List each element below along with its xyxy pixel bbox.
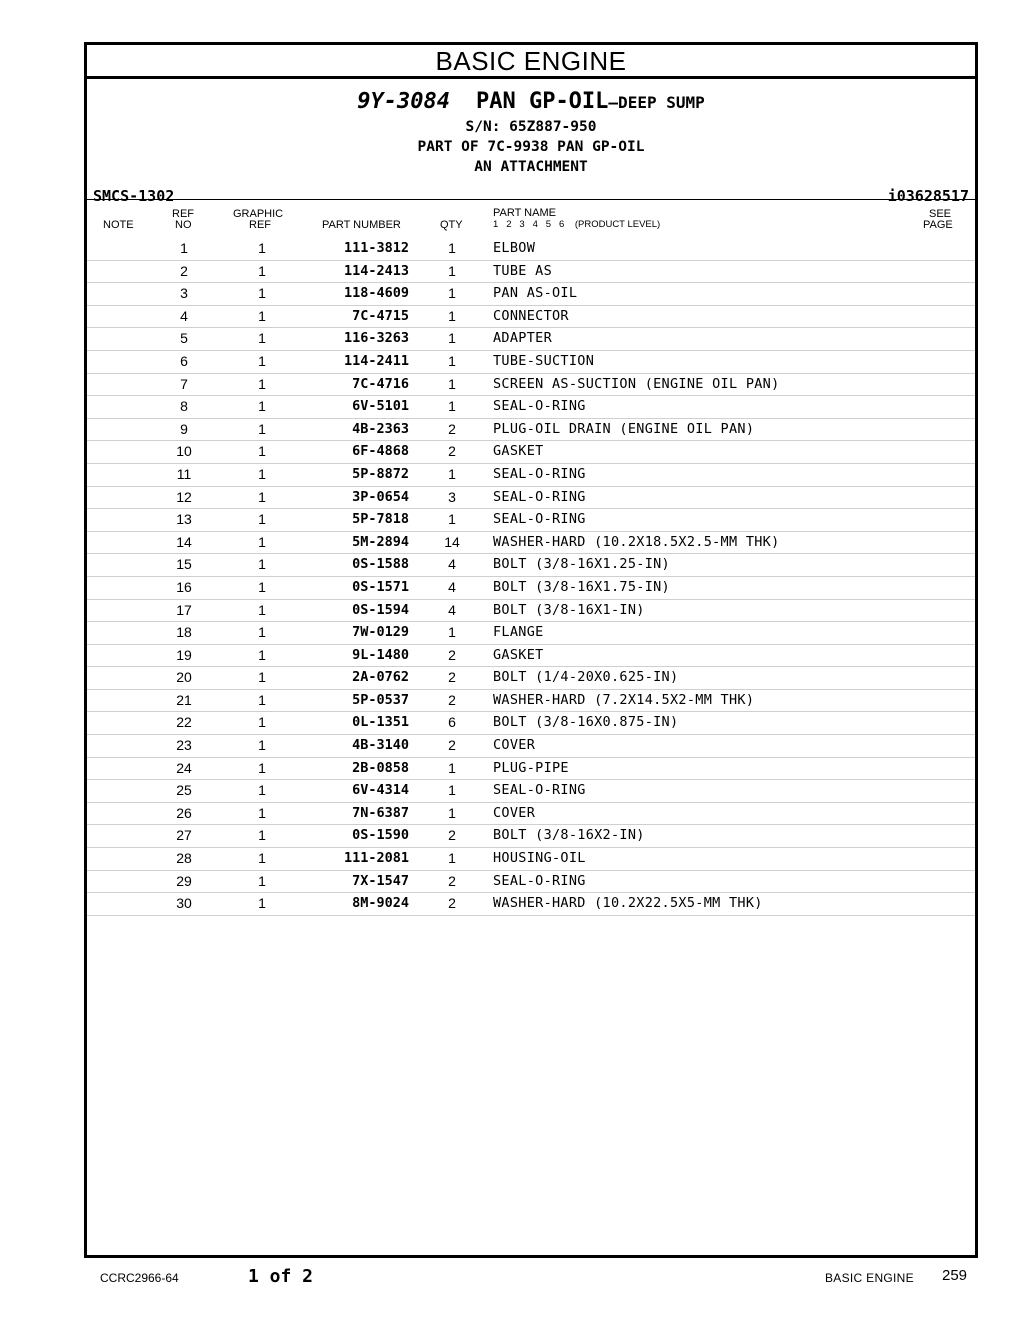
table-row	[87, 261, 975, 284]
col-part-number: PART NUMBER	[322, 219, 401, 231]
table-row	[87, 532, 975, 555]
ref-no: 28	[176, 850, 192, 867]
ref-no: 20	[176, 669, 192, 686]
column-headers	[87, 199, 975, 238]
part-name: PAN AS-OIL	[493, 285, 578, 302]
ref-no: 21	[176, 691, 192, 708]
table-row	[87, 622, 975, 645]
part-number: 0S-1594	[352, 601, 409, 618]
part-number: 7W-0129	[352, 624, 409, 641]
ref-no: 13	[176, 511, 192, 528]
graphic-ref: 1	[258, 262, 266, 279]
table-row	[87, 283, 975, 306]
graphic-ref: 1	[258, 285, 266, 302]
ref-no: 30	[176, 895, 192, 912]
group-part-name-suffix: —DEEP SUMP	[608, 93, 705, 112]
graphic-ref: 1	[258, 533, 266, 550]
graphic-ref: 1	[258, 330, 266, 347]
graphic-ref: 1	[258, 624, 266, 641]
quantity: 1	[448, 398, 456, 415]
quantity: 1	[448, 759, 456, 776]
part-name: PLUG-PIPE	[493, 759, 569, 776]
ref-no: 19	[176, 646, 192, 663]
ref-no: 15	[176, 556, 192, 573]
part-number: 6F-4868	[352, 443, 409, 460]
ref-no: 29	[176, 872, 192, 889]
ref-no: 7	[180, 375, 188, 392]
part-number: 111-2081	[343, 850, 409, 867]
quantity: 2	[448, 827, 456, 844]
table-row	[87, 735, 975, 758]
part-name: SEAL-O-RING	[493, 511, 586, 528]
table-row	[87, 328, 975, 351]
part-name: TUBE AS	[493, 262, 552, 279]
quantity: 1	[448, 375, 456, 392]
part-name: SEAL-O-RING	[493, 488, 586, 505]
graphic-ref: 1	[258, 691, 266, 708]
table-row	[87, 758, 975, 781]
part-number: 6V-5101	[352, 398, 409, 415]
part-name: GASKET	[493, 443, 544, 460]
illustration-id: i03628517	[887, 187, 969, 205]
part-number: 3P-0654	[352, 488, 409, 505]
parts-page-frame	[84, 42, 978, 1258]
ref-no: 6	[180, 352, 188, 369]
table-row	[87, 690, 975, 713]
part-name: COVER	[493, 737, 536, 754]
ref-no: 22	[176, 714, 192, 731]
ref-no: 11	[176, 465, 192, 482]
graphic-ref: 1	[258, 759, 266, 776]
graphic-ref: 1	[258, 895, 266, 912]
ref-no: 27	[176, 827, 192, 844]
part-number: 114-2413	[343, 262, 409, 279]
table-row	[87, 803, 975, 826]
part-name: BOLT (3/8-16X0.875-IN)	[493, 714, 679, 731]
attachment-line: AN ATTACHMENT	[474, 159, 588, 175]
table-row	[87, 374, 975, 397]
part-number: 111-3812	[343, 240, 409, 256]
part-number: 7C-4715	[352, 307, 409, 324]
table-row	[87, 396, 975, 419]
part-number: 114-2411	[343, 352, 409, 369]
quantity: 1	[448, 465, 456, 482]
table-row	[87, 577, 975, 600]
part-number: 4B-2363	[352, 420, 409, 437]
ref-no: 3	[180, 285, 188, 302]
ref-no: 9	[180, 420, 188, 437]
graphic-ref: 1	[258, 578, 266, 595]
graphic-ref: 1	[258, 307, 266, 324]
graphic-ref: 1	[258, 398, 266, 415]
ref-no: 2	[180, 262, 188, 279]
quantity: 2	[448, 737, 456, 754]
ref-no: 1	[180, 240, 188, 256]
part-number: 9L-1480	[352, 646, 409, 663]
quantity: 1	[448, 804, 456, 821]
smcs-code: SMCS-1302	[93, 187, 175, 205]
graphic-ref: 1	[258, 511, 266, 528]
graphic-ref: 1	[258, 850, 266, 867]
table-row	[87, 306, 975, 329]
quantity: 1	[448, 262, 456, 279]
part-number: 116-3263	[343, 330, 409, 347]
part-name: WASHER-HARD (10.2X18.5X2.5-MM THK)	[493, 533, 780, 550]
graphic-ref: 1	[258, 443, 266, 460]
graphic-ref: 1	[258, 488, 266, 505]
footer-section: BASIC ENGINE	[825, 1271, 914, 1285]
quantity: 2	[448, 420, 456, 437]
part-number: 4B-3140	[352, 737, 409, 754]
graphic-ref: 1	[258, 420, 266, 437]
group-part-name: PAN GP-OIL	[475, 89, 609, 114]
part-number: 0S-1571	[352, 578, 409, 595]
quantity: 2	[448, 646, 456, 663]
table-row	[87, 554, 975, 577]
col-ref-top: REF	[172, 208, 194, 220]
graphic-ref: 1	[258, 714, 266, 731]
table-row	[87, 848, 975, 871]
part-name: SEAL-O-RING	[493, 398, 586, 415]
part-number: 7C-4716	[352, 375, 409, 392]
quantity: 4	[448, 556, 456, 573]
table-row	[87, 419, 975, 442]
table-row	[87, 712, 975, 735]
graphic-ref: 1	[258, 646, 266, 663]
col-ref-bottom: NO	[175, 219, 192, 231]
quantity: 6	[448, 714, 456, 731]
part-name: CONNECTOR	[493, 307, 569, 324]
quantity: 2	[448, 443, 456, 460]
table-row	[87, 351, 975, 374]
graphic-ref: 1	[258, 601, 266, 618]
ref-no: 16	[176, 578, 192, 595]
ref-no: 26	[176, 804, 192, 821]
quantity: 4	[448, 578, 456, 595]
table-row	[87, 238, 975, 261]
parts-list	[87, 238, 975, 916]
table-row	[87, 441, 975, 464]
part-number: 7X-1547	[352, 872, 409, 889]
table-row	[87, 509, 975, 532]
graphic-ref: 1	[258, 827, 266, 844]
col-see-top: SEE	[929, 208, 952, 220]
footer-page-of: 1 of 2	[248, 1266, 314, 1287]
graphic-ref: 1	[258, 465, 266, 482]
part-name: ADAPTER	[493, 330, 552, 347]
col-note: NOTE	[103, 219, 134, 231]
part-number: 5P-8872	[352, 465, 409, 482]
col-graphic-top: GRAPHIC	[233, 208, 284, 220]
quantity: 1	[448, 330, 456, 347]
graphic-ref: 1	[258, 556, 266, 573]
part-name: FLANGE	[493, 624, 544, 641]
ref-no: 23	[176, 737, 192, 754]
group-title	[87, 89, 975, 114]
part-name: BOLT (3/8-16X1.75-IN)	[493, 578, 670, 595]
part-name: BOLT (3/8-16X1-IN)	[493, 601, 645, 618]
part-number: 8M-9024	[352, 895, 409, 912]
ref-no: 4	[180, 307, 188, 324]
part-name: BOLT (3/8-16X1.25-IN)	[493, 556, 670, 573]
serial-number: S/N: 65Z887-950	[465, 119, 597, 135]
ref-no: 8	[180, 398, 188, 415]
ref-no: 24	[176, 759, 192, 776]
table-row	[87, 645, 975, 668]
part-name: TUBE-SUCTION	[493, 352, 595, 369]
part-name: SEAL-O-RING	[493, 465, 586, 482]
graphic-ref: 1	[258, 804, 266, 821]
table-row	[87, 667, 975, 690]
graphic-ref: 1	[258, 352, 266, 369]
part-number: 7N-6387	[352, 804, 409, 821]
table-row	[87, 780, 975, 803]
ref-no: 14	[176, 533, 192, 550]
quantity: 1	[448, 307, 456, 324]
graphic-ref: 1	[258, 240, 266, 256]
quantity: 1	[448, 624, 456, 641]
quantity: 1	[448, 240, 456, 256]
part-number: 5M-2894	[352, 533, 409, 550]
part-number: 2A-0762	[352, 669, 409, 686]
ref-no: 12	[176, 488, 192, 505]
part-name: PLUG-OIL DRAIN (ENGINE OIL PAN)	[493, 420, 755, 437]
table-row	[87, 600, 975, 623]
quantity: 1	[448, 850, 456, 867]
quantity: 3	[448, 488, 456, 505]
table-row	[87, 464, 975, 487]
part-name: GASKET	[493, 646, 544, 663]
col-product-level: 1 2 3 4 5 6 (PRODUCT LEVEL)	[493, 219, 661, 230]
ref-no: 25	[176, 782, 192, 799]
part-number: 118-4609	[343, 285, 409, 302]
part-number: 5P-7818	[352, 511, 409, 528]
ref-no: 10	[176, 443, 192, 460]
quantity: 2	[448, 691, 456, 708]
table-row	[87, 893, 975, 916]
part-name: HOUSING-OIL	[493, 850, 586, 867]
ref-no: 5	[180, 330, 188, 347]
graphic-ref: 1	[258, 669, 266, 686]
quantity: 4	[448, 601, 456, 618]
col-see-bottom: PAGE	[923, 219, 953, 231]
part-name: BOLT (3/8-16X2-IN)	[493, 827, 645, 844]
col-part-name: PART NAME	[493, 207, 556, 219]
section-title: BASIC ENGINE	[87, 45, 975, 79]
quantity: 14	[444, 533, 460, 550]
part-name: SEAL-O-RING	[493, 872, 586, 889]
graphic-ref: 1	[258, 737, 266, 754]
footer-doc-id: CCRC2966-64	[100, 1271, 179, 1285]
graphic-ref: 1	[258, 375, 266, 392]
group-header	[87, 79, 975, 205]
part-name: COVER	[493, 804, 536, 821]
quantity: 2	[448, 669, 456, 686]
part-number: 0S-1588	[352, 556, 409, 573]
part-name: BOLT (1/4-20X0.625-IN)	[493, 669, 679, 686]
graphic-ref: 1	[258, 782, 266, 799]
part-name: WASHER-HARD (7.2X14.5X2-MM THK)	[493, 691, 755, 708]
footer-page-number: 259	[942, 1267, 968, 1284]
col-graphic-bottom: REF	[249, 219, 271, 231]
part-number: 5P-0537	[352, 691, 409, 708]
part-number: 0S-1590	[352, 827, 409, 844]
quantity: 1	[448, 511, 456, 528]
ref-no: 18	[176, 624, 192, 641]
group-part-number: 9Y-3084	[357, 89, 450, 114]
table-row	[87, 825, 975, 848]
table-row	[87, 871, 975, 894]
table-row	[87, 487, 975, 510]
part-name: ELBOW	[493, 240, 536, 256]
part-number: 0L-1351	[352, 714, 409, 731]
part-of-line: PART OF 7C-9938 PAN GP-OIL	[417, 139, 645, 155]
graphic-ref: 1	[258, 872, 266, 889]
part-name: SEAL-O-RING	[493, 782, 586, 799]
part-name: WASHER-HARD (10.2X22.5X5-MM THK)	[493, 895, 763, 912]
quantity: 1	[448, 285, 456, 302]
quantity: 2	[448, 872, 456, 889]
part-name: SCREEN AS-SUCTION (ENGINE OIL PAN)	[493, 375, 780, 392]
quantity: 1	[448, 782, 456, 799]
quantity: 1	[448, 352, 456, 369]
ref-no: 17	[176, 601, 192, 618]
col-qty: QTY	[440, 219, 463, 231]
quantity: 2	[448, 895, 456, 912]
part-number: 2B-0858	[352, 759, 409, 776]
part-number: 6V-4314	[352, 782, 409, 799]
